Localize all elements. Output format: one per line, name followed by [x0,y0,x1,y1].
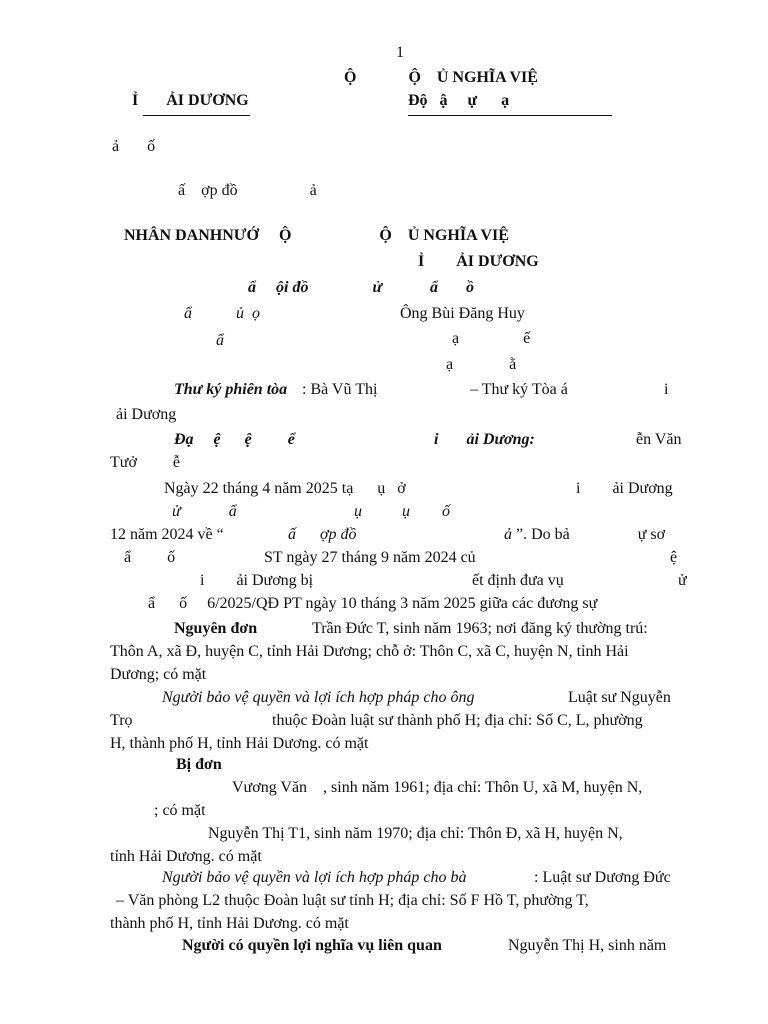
prosecutor-office: i ải Dương: [434,431,535,448]
related-party-text: Nguyễn Thị H, sinh năm [508,937,667,954]
judges-label: ẩ [216,332,224,349]
plaintiff-label: Nguyên đơn [174,620,258,637]
presiding-name: Ông Bùi Đăng Huy [400,305,525,322]
defendant-label: Bị đơn [176,756,222,773]
judgment-court: Ỉ ẢI DƯƠNG [418,253,539,270]
case-number: ả ố [112,138,156,155]
court-underline [143,115,250,116]
defendant-rep-1: : Luật sư Dương Đức [534,869,671,886]
defendant-1-line-2: ; có mặt [154,802,206,819]
motto-underline [408,115,612,116]
hearing-line-3b: ấ ợp đồ [288,526,357,543]
clerk-role: – Thư ký Tòa á [470,381,568,398]
hearing-line-4c: ệ [670,549,678,566]
prosecutor-name: ễn Văn [636,431,682,448]
plaintiff-line-2: Thôn A, xã Đ, huyện C, tỉnh Hải Dương; chỗ ở: Thôn C, xã C, huyện N, tỉnh Hải [110,643,629,660]
hearing-line-5c: ử [678,572,687,589]
hearing-line-5a: i ải Dương bị [200,572,314,589]
page-number: 1 [396,44,404,61]
case-subject: ấ ợp đồ ả [178,182,317,199]
judgment-title: NHÂN DANHNƯỚ Ộ Ộ Ủ NGHĨA VIỆ [124,227,509,244]
defendant-2-line-1: Nguyễn Thị T1, sinh năm 1970; địa chỉ: Thôn Đ, xã H, huyện N, [208,825,623,842]
judge-1: ạ ế [452,330,531,347]
prosecutor-label: Đạ ệ ệ ể [174,431,295,448]
plaintiff-line-1: Trần Đức T, sinh năm 1963; nơi đăng ký thường trú: [312,620,648,637]
hearing-line-3c: ả [504,526,512,543]
related-party-label: Người có quyền lợi nghĩa vụ liên quan [182,937,442,954]
clerk-name: : Bà Vũ Thị [302,381,378,398]
judge-2: ạ ằ [446,356,517,373]
panel-intro: ẩ ội đồ ử ẩ ồ [248,279,475,296]
court-name: Ỉ ẢI DƯƠNG [132,92,249,109]
hearing-line-1a: Ngày 22 tháng 4 năm 2025 tạ ụ ở [164,480,406,497]
plaintiff-rep-3: H, thành phố H, tỉnh Hải Dương. có mặt [110,735,369,752]
hearing-line-2b: ụ ụ ố [354,503,450,520]
hearing-line-5b: ết định đưa vụ [472,572,564,589]
defendant-rep-2: – Văn phòng L2 thuộc Đoàn luật sư tỉnh H; địa chỉ: Số F Hồ T, phường T, [116,892,589,909]
plaintiff-line-3: Dương; có mặt [110,666,207,683]
clerk-court-1: i [664,381,669,398]
national-header: Ộ Ộ Ủ NGHĨA VIỆ [344,69,538,86]
hearing-line-3a: 12 năm 2024 về “ [110,526,224,543]
hearing-line-6: ẩ ố 6/2025/QĐ PT ngày 10 tháng 3 năm 2025 giữa các đương sự [148,595,598,612]
hearing-line-4b: ST ngày 27 tháng 9 năm 2024 củ [264,549,476,566]
plaintiff-rep-2a: Trọ [110,712,133,729]
defendant-2-line-2: tỉnh Hải Dương. có mặt [110,848,262,865]
plaintiff-rep-label: Người bảo vệ quyền và lợi ích hợp pháp cho ông [162,689,475,706]
hearing-line-1b: i ải Dương [576,480,673,497]
clerk-label: Thư ký phiên tòa [174,381,288,398]
defendant-rep-3: thành phố H, tỉnh Hải Dương. có mặt [110,915,349,932]
hearing-line-4a: ẩ ố [124,549,176,566]
presiding-label: ẩ ủ ọ [184,305,260,322]
hearing-line-3d: ”. Do bả ự sơ [516,526,666,543]
plaintiff-rep-2b: thuộc Đoàn luật sư thành phố H; địa chỉ: Số C, L, phường [272,712,643,729]
prosecutor-name-2: Tưở ễ [110,454,181,471]
defendant-1-line-1: Vương Văn , sinh năm 1961; địa chỉ: Thôn U, xã M, huyện N, [232,779,643,796]
plaintiff-rep-1: Luật sư Nguyễn [568,689,671,706]
defendant-rep-label: Người bảo vệ quyền và lợi ích hợp pháp cho bà [162,869,467,886]
clerk-court-2: ải Dương [116,406,177,423]
hearing-line-2a: ử ẩ [172,503,237,520]
national-motto: Độ ậ ự ạ [408,92,510,109]
